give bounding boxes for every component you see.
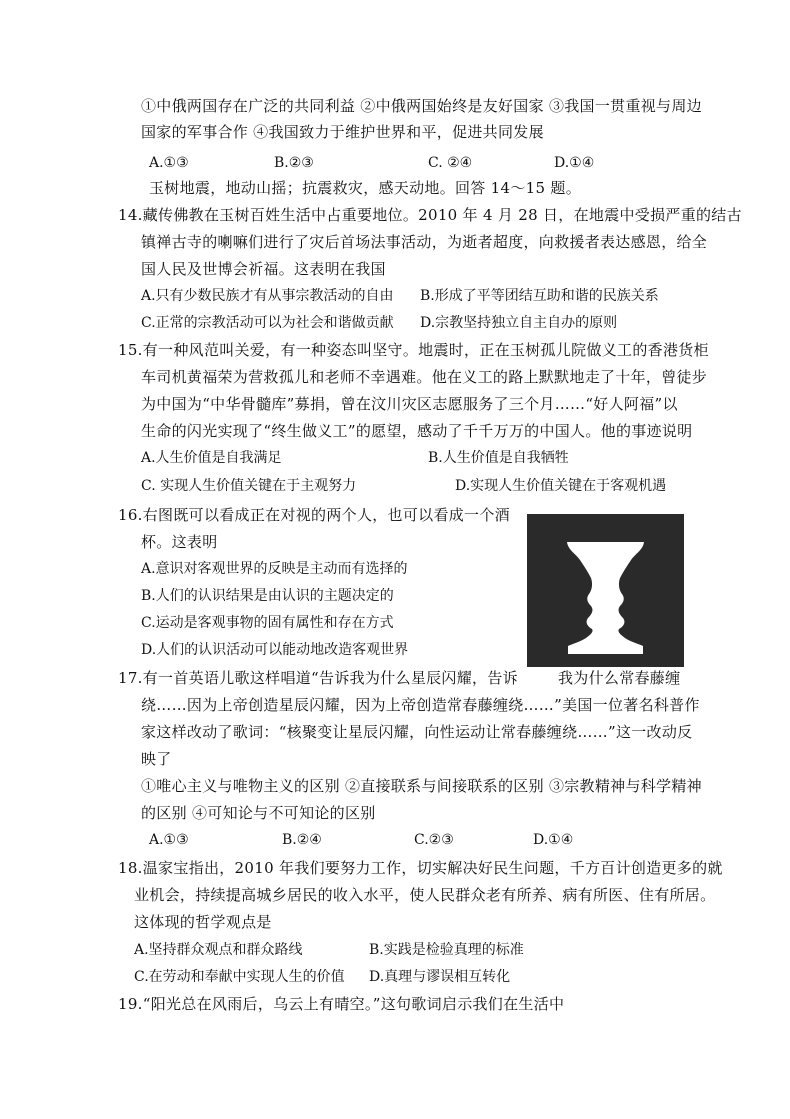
q17-stem-line: 绕……因为上帝创造星辰闪耀，因为上帝创造常春藤缠绕……”美国一位著名科普作 bbox=[141, 696, 700, 714]
q16-option-b: B.人们的认识结果是由认识的主题决定的 bbox=[141, 588, 394, 604]
q17-stem-line-right: 我为什么常春藤缠 bbox=[558, 669, 681, 687]
q15-option-c: C. 实现人生价值关键在于主观努力 bbox=[141, 478, 357, 494]
q18-stem-line: 业机会，持续提高城乡居民的收入水平，使人民群众老有所养、病有所医、住有所居。 bbox=[134, 886, 716, 904]
q13-statement-line: 国家的军事合作 ④我国致力于维护世界和平，促进共同发展 bbox=[141, 123, 544, 141]
q18-option-b: B.实践是检验真理的标准 bbox=[369, 942, 524, 958]
q17-statement-line: ①唯心主义与唯物主义的区别 ②直接联系与间接联系的区别 ③宗教精神与科学精神 bbox=[141, 777, 702, 795]
q15-stem-line: 为中国为“中华骨髓库”募捐，曾在汶川灾区志愿服务了三个月……“好人阿福”以 bbox=[141, 395, 678, 413]
q14-option-c: C.正常的宗教活动可以为社会和谐做贡献 bbox=[141, 315, 394, 331]
q13-option-d: D.①④ bbox=[554, 155, 595, 171]
q15-option-a: A.人生价值是自我满足 bbox=[141, 450, 282, 466]
q16-option-c: C.运动是客观事物的固有属性和存在方式 bbox=[141, 615, 394, 631]
q18-option-a: A.坚持群众观点和群众路线 bbox=[134, 942, 303, 958]
q18-stem-line: 这体现的哲学观点是 bbox=[134, 913, 272, 931]
q18-stem-line: 18.温家宝指出，2010 年我们要努力工作，切实解决好民生问题，千方百计创造更多的就 bbox=[118, 859, 723, 877]
q17-stem-line: 家这样改动了歌词：“核聚变让星辰闪耀，向性运动让常春藤缠绕……”这一改动反 bbox=[141, 723, 693, 741]
q16-stem-line: 16.右图既可以看成正在对视的两个人，也可以看成一个酒 bbox=[118, 506, 510, 524]
q17-statement-line: 的区别 ④可知论与不可知论的区别 bbox=[141, 804, 376, 822]
q17-stem-line: 17.有一首英语儿歌这样唱道“告诉我为什么星辰闪耀，告诉 bbox=[118, 669, 518, 687]
q17-option-c: C.②③ bbox=[414, 832, 454, 848]
q16-option-a: A.意识对客观世界的反映是主动而有选择的 bbox=[141, 561, 408, 577]
vase-faces-illustration bbox=[527, 514, 684, 667]
q15-option-b: B.人生价值是自我牺牲 bbox=[428, 450, 569, 466]
q17-option-d: D.①④ bbox=[533, 832, 574, 848]
q16-stem-line: 杯。这表明 bbox=[141, 533, 218, 551]
q13-option-c: C. ②④ bbox=[428, 155, 473, 171]
q14-stem-line: 14.藏传佛教在玉树百姓生活中占重要地位。2010 年 4 月 28 日，在地震中受损严重的结古 bbox=[118, 206, 742, 224]
q15-option-d: D.实现人生价值关键在于客观机遇 bbox=[455, 478, 667, 494]
q14-stem-line: 国人民及世博会祈福。这表明在我国 bbox=[141, 260, 386, 278]
q17-option-a: A.①③ bbox=[149, 832, 189, 848]
q19-stem-line: 19.“阳光总在风雨后，乌云上有晴空。”这句歌词启示我们在生活中 bbox=[118, 995, 565, 1013]
q15-stem-line: 生命的闪光实现了“终生做义工”的愿望，感动了千千万万的中国人。他的事迹说明 bbox=[141, 422, 693, 440]
q13-statement-line: ①中俄两国存在广泛的共同利益 ②中俄两国始终是友好国家 ③我国一贯重视与周边 bbox=[141, 97, 702, 115]
q14-option-b: B.形成了平等团结互助和谐的民族关系 bbox=[420, 288, 659, 304]
q16-option-d: D.人们的认识活动可以能动地改造客观世界 bbox=[141, 642, 409, 658]
q13-option-b: B.②③ bbox=[274, 155, 314, 171]
rubin-vase-figure bbox=[527, 514, 684, 667]
q18-option-c: C.在劳动和奉献中实现人生的价值 bbox=[134, 969, 345, 985]
q15-stem-line: 15.有一种风范叫关爱，有一种姿态叫坚守。地震时，正在玉树孤儿院做义工的香港货柜 bbox=[118, 341, 709, 359]
q14-option-a: A.只有少数民族才有从事宗教活动的自由 bbox=[141, 288, 394, 304]
q14-stem-line: 镇禅古寺的喇嘛们进行了灾后首场法事活动，为逝者超度，向救援者表达感恩，给全 bbox=[141, 233, 708, 251]
q13-option-a: A.①③ bbox=[149, 155, 189, 171]
q17-option-b: B.②④ bbox=[282, 832, 322, 848]
q15-stem-line: 车司机黄福荣为营救孤儿和老师不幸遇难。他在义工的路上默默地走了十年，曾徒步 bbox=[141, 368, 708, 386]
section-intro: 玉树地震，地动山摇；抗震救灾，感天动地。回答 14～15 题。 bbox=[149, 179, 582, 197]
q17-stem-line: 映了 bbox=[141, 750, 172, 768]
q18-option-d: D.真理与谬误相互转化 bbox=[369, 969, 511, 985]
q14-option-d: D.宗教坚持独立自主自办的原则 bbox=[420, 315, 618, 331]
